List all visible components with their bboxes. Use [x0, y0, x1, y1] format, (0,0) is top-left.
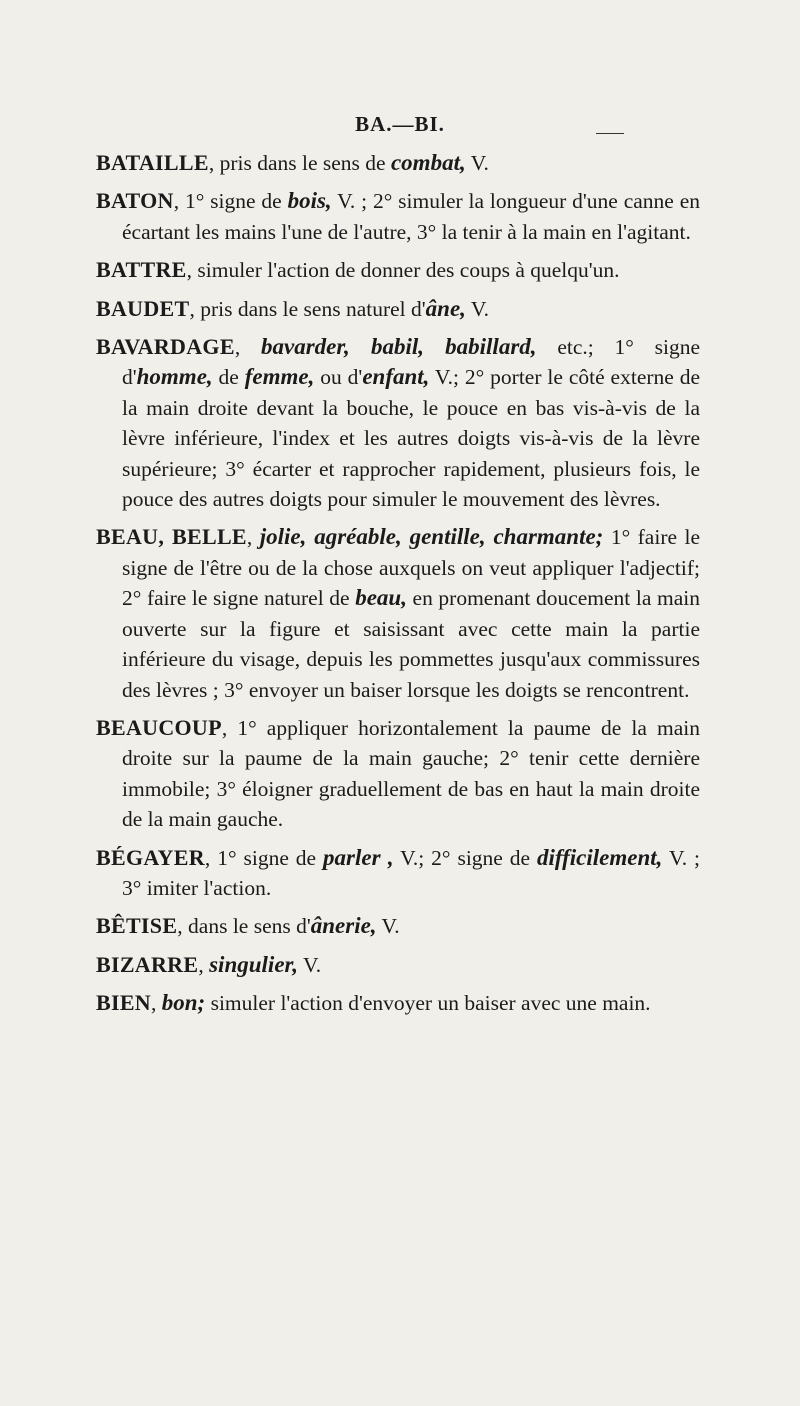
entry-text: , 1° signe de — [204, 845, 324, 870]
entry-text: , dans le sens d' — [177, 914, 311, 939]
cross-reference: ânerie, — [310, 913, 377, 939]
entry-text: , 1° signe de — [173, 189, 288, 214]
entry-baudet — [96, 294, 700, 324]
cross-reference: enfant, — [362, 364, 430, 390]
entry-text: ou d' — [314, 365, 363, 390]
cross-reference: femme, — [244, 364, 315, 390]
entry-text: , — [234, 335, 261, 360]
entry-text: V. — [465, 151, 489, 175]
entry-bataille — [96, 148, 700, 178]
headword: BATAILLE — [96, 150, 209, 175]
entry-text: , pris dans le sens naturel d' — [189, 296, 426, 321]
entry-beaucoup — [96, 713, 700, 835]
entry-text: , — [246, 525, 260, 550]
cross-reference: combat, — [390, 150, 466, 175]
entry-text: , — [151, 991, 162, 1016]
headword: BIZARRE — [96, 951, 199, 977]
headword: BÊTISE — [96, 913, 178, 939]
entry-bavardage — [96, 332, 700, 514]
running-head: BA.—BI. — [355, 112, 445, 136]
entry-bien — [96, 988, 700, 1018]
header-rule — [596, 133, 624, 134]
entry-battre — [96, 255, 700, 285]
cross-reference: singulier, — [209, 951, 298, 977]
entry-text: V. ; 2° simuler la longueur d'une canne en écartant les mains l'une de l'autre, 3° la tenir à la main en l'agitant. — [122, 189, 700, 244]
cross-reference: homme, — [136, 364, 213, 390]
entry-text: de — [212, 365, 245, 390]
cross-reference: bois, — [287, 188, 332, 214]
entry-text: V. — [297, 952, 322, 977]
entry-beau-belle — [96, 522, 700, 704]
entry-text: , 1° appliquer horizontalement la paume de la main droite sur la paume de la main gauche; 2° tenir cette dernière immobile; 3° éloigner graduellement de bas en haut la main droite de la main gauche. — [122, 715, 700, 832]
entry-text: V.; 2° porter le côté externe de la main droite devant la bouche, le pouce en bas vis-à-vis de la lèvre inférieure, l'index et les autres doigts vis-à-vis de la lèvre supérieure; 3° écarter et rapprocher rapidement, plusieurs fois, le pouce des autres doigts pour simuler le mouvement des lèvres. — [122, 365, 701, 512]
entry-baton — [96, 186, 700, 247]
cross-reference: jolie, agréable, gentille, charmante; — [259, 524, 604, 550]
entry-text: 1° faire le signe de l'être ou de la chose auxquels on veut appliquer l'adjectif; 2° faire le signe naturel de — [122, 525, 701, 611]
dictionary-entries — [96, 148, 700, 1027]
entry-bizarre — [96, 950, 700, 980]
entry-text: V.; 2° signe de — [393, 845, 537, 870]
entry-text: , pris dans le sens de — [208, 151, 391, 175]
headword: BEAUCOUP — [96, 714, 222, 740]
cross-reference: difficilement, — [537, 844, 663, 870]
cross-reference: bavarder, babil, babillard, — [261, 334, 537, 360]
entry-text: en promenant doucement la main ouverte sur la figure et saisissant avec cette main la partie inférieure du visage, depuis les pommettes jusqu'aux commissures des lèvres ; 3° envoyer un baiser lorsque les doigts se rencontrent. — [122, 586, 700, 702]
cross-reference: âne, — [425, 295, 466, 321]
headword: BIEN — [96, 990, 151, 1016]
entry-betise — [96, 911, 700, 941]
headword: BATTRE — [96, 257, 187, 283]
entry-begayer — [96, 843, 700, 904]
headword: BAVARDAGE — [96, 334, 235, 360]
entry-text: etc.; 1° signe d' — [122, 335, 701, 390]
entry-text: , simuler l'action de donner des coups à quelqu'un. — [186, 258, 620, 283]
cross-reference: parler , — [323, 844, 394, 870]
entry-text: V. — [376, 914, 400, 939]
entry-text: , — [198, 952, 210, 977]
headword: BATON — [96, 188, 174, 214]
cross-reference: beau, — [355, 585, 407, 611]
headword: BAUDET — [96, 295, 190, 321]
cross-reference: bon; — [161, 990, 206, 1016]
entry-text: V. — [465, 296, 490, 321]
headword: BÉGAYER — [96, 844, 205, 870]
entry-text: V. ; 3° imiter l'action. — [122, 845, 701, 900]
headword: BEAU, BELLE — [96, 524, 247, 550]
entry-text: simuler l'action d'envoyer un baiser avec une main. — [205, 991, 651, 1016]
